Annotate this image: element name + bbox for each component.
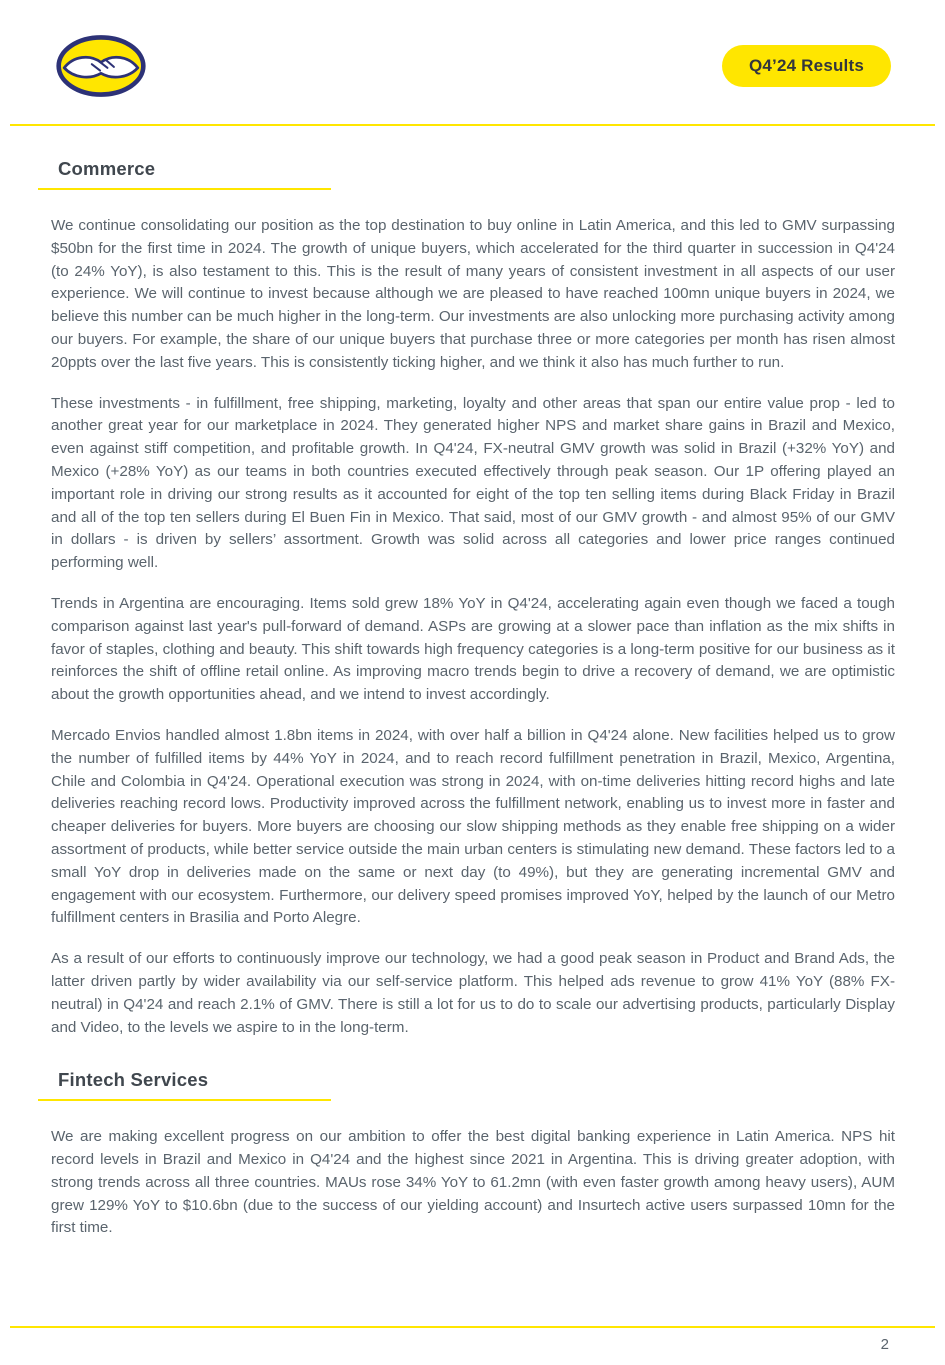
section-commerce: [51, 158, 895, 1039]
page-content: [0, 158, 945, 1240]
commerce-paragraph-2: These investments - in fulfillment, free shipping, marketing, loyalty and other areas that span our entire value prop - led to another great year for our marketplace in 2024. They generated higher NPS and market share gains in Brazil and Mexico, even against stiff competition, and profitable growth. In Q4'24, FX-neutral GMV growth was solid in Brazil (+32% YoY) and Mexico (+28% YoY) as our teams in both countries executed effectively through peak season. Our 1P offering played an important role in driving our strong results as it accounted for eight of the top ten selling items during Black Friday in Brazil and all of the top ten sellers during El Buen Fin in Mexico. That said, most of our GMV growth - and almost 95% of our GMV in dollars - is driven by sellers’ assortment. Growth was solid across all categories and lower price ranges continued performing well.: [51, 394, 895, 572]
fintech-heading-block: [51, 1069, 895, 1101]
commerce-heading-block: [51, 158, 895, 190]
fintech-title-underline: [38, 1099, 331, 1101]
header-divider: [10, 124, 935, 126]
commerce-paragraph-5: As a result of our efforts to continuously improve our technology, we had a good peak season in Product and Brand Ads, the latter driven partly by wider availability via our self-service platform. This helped ads revenue to grow 41% YoY (88% FX-neutral) in Q4'24 and reach 2.1% of GMV. There is still a lot for us to do to scale our advertising products, particularly Display and Video, to the levels we aspire to in the long-term.: [51, 950, 895, 1036]
section-fintech-services: [51, 1069, 895, 1240]
section-title-fintech-services: Fintech Services: [58, 1069, 209, 1091]
commerce-title-underline: [38, 188, 331, 190]
page-header: [0, 0, 945, 99]
section-title-commerce: Commerce: [58, 158, 156, 179]
commerce-paragraph-3: Trends in Argentina are encouraging. Items sold grew 18% YoY in Q4'24, accelerating again even though we faced a tough comparison against last year's pull-forward of demand. ASPs are growing at a slower pace than inflation as the mix shifts in favor of staples, clothing and beauty. This shift towards high frequency categories is a long-term positive for our business as it reinforces the shift of offline retail online. As improving macro trends begin to drive a recovery of demand, we are optimistic about the growth opportunities ahead, and we intend to invest accordingly.: [51, 594, 895, 704]
page-number: 2: [880, 1336, 889, 1353]
results-badge: Q4’24 Results: [722, 45, 891, 87]
page-footer: [0, 1326, 945, 1365]
mercadolibre-logo-icon: [55, 33, 147, 99]
commerce-paragraph-1: We continue consolidating our position as the top destination to buy online in Latin America, and this led to GMV surpassing $50bn for the first time in 2024. The growth of unique buyers, which accelerated for the third quarter in succession in Q4'24 (to 24% YoY), is also testament to this. This is the result of many years of consistent investment in all aspects of our user experience. We will continue to invest because although we are pleased to have reached 100mn unique buyers in 2024, we believe this number can be much higher in the long-term. Our investments are also unlocking more purchasing activity among our buyers. For example, the share of our unique buyers that purchase three or more categories per month has risen almost 20ppts over the last five years. This is consistently ticking higher, and we think it also has much further to run.: [51, 217, 895, 371]
fintech-paragraph-1: We are making excellent progress on our ambition to offer the best digital banking experience in Latin America. NPS hit record levels in Brazil and Mexico in Q4'24 and the highest since 2021 in Argentina. This is driving greater adoption, with strong trends across all three countries. MAUs rose 34% YoY to 61.2mn (with even faster growth among heavy users), AUM grew 129% YoY to $10.6bn (due to the success of our yielding account) and Insurtech active users surpassed 10mn for the first time.: [51, 1128, 895, 1237]
commerce-paragraph-4: Mercado Envios handled almost 1.8bn items in 2024, with over half a billion in Q4'24 alone. New facilities helped us to grow the number of fulfilled items by 44% YoY in 2024, and to reach record fulfillment penetration in Brazil, Mexico, Argentina, Chile and Colombia in Q4'24. Operational execution was strong in 2024, with on-time deliveries hitting record highs and late deliveries reaching record lows. Productivity improved across the fulfillment network, enabling us to invest more in faster and cheaper deliveries for buyers. More buyers are choosing our slow shipping methods as they enable free shipping on a wider assortment of products, while better service outside the main urban centers is stimulating new demand. These factors led to a small YoY drop in deliveries made on the same or next day (to 49%), but they are generating incremental GMV and engagement with our ecosystem. Furthermore, our delivery speed promises improved YoY, helped by the launch of our Metro fulfillment centers in Brasilia and Porto Alegre.: [51, 726, 895, 927]
